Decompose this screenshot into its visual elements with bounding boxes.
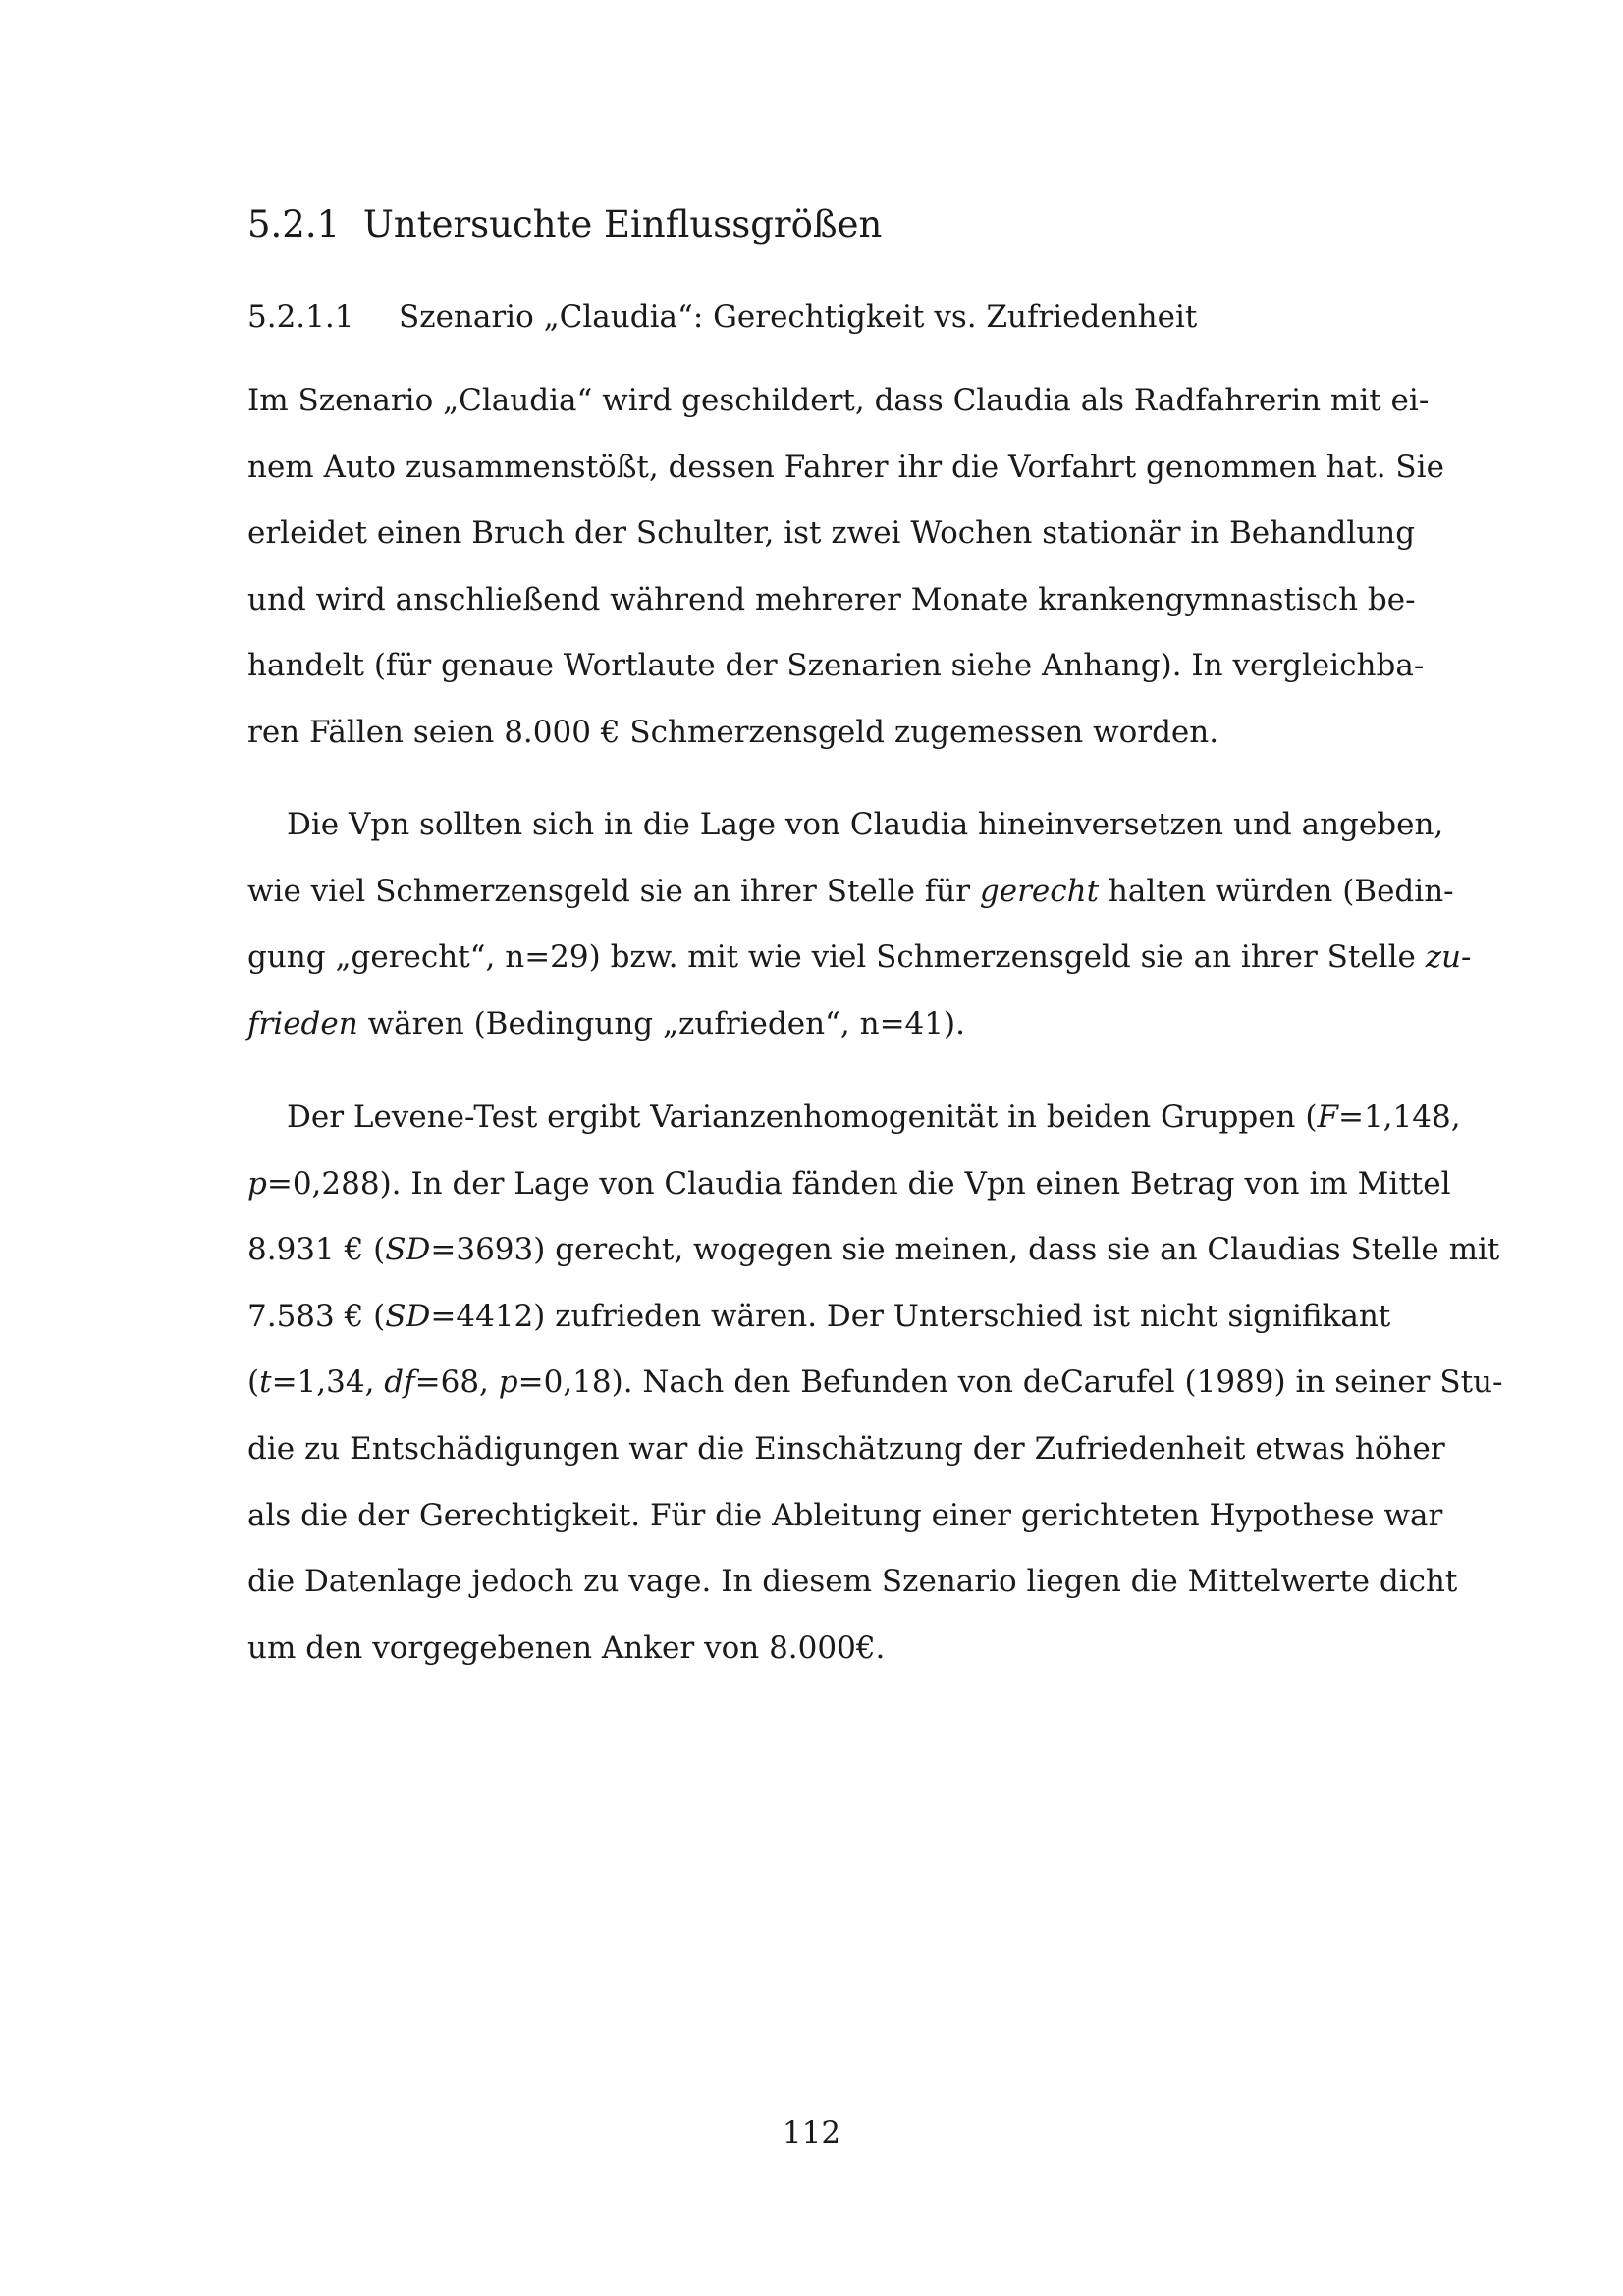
stat-symbol-F: F xyxy=(1317,1099,1338,1135)
subsubsection-number: 5.2.1.1 xyxy=(247,299,354,335)
stat-symbol-p: p xyxy=(498,1364,518,1401)
subsection-title: Untersuchte Einflussgrößen xyxy=(362,203,883,245)
text-line: 8.931 € (SD=3693) gerecht, wogegen sie meinen, dass sie an Claudias Stelle mit xyxy=(247,1232,1500,1268)
text-line: und wird anschließend während mehrerer Monate krankengymnastisch be- xyxy=(247,581,1416,617)
emphasis-zufrieden-part1: zu- xyxy=(1425,939,1472,976)
subsection-heading xyxy=(247,199,882,250)
text-line: Die Vpn sollten sich in die Lage von Claudia hineinversetzen und angeben, xyxy=(287,807,1444,842)
stat-symbol-df: df xyxy=(384,1364,415,1401)
stat-symbol-SD: SD xyxy=(385,1298,431,1334)
text-line: nem Auto zusammenstößt, dessen Fahrer ihr die Vorfahrt genommen hat. Sie xyxy=(247,449,1444,485)
stat-symbol-p: p xyxy=(247,1165,267,1201)
text-line: gung „gerecht“, n=29) bzw. mit wie viel Schmerzensgeld sie an ihrer Stelle zu- xyxy=(247,939,1472,976)
text-line: frieden wären (Bedingung „zufrieden“, n=41). xyxy=(247,1005,965,1041)
text-line: wie viel Schmerzensgeld sie an ihrer Stelle für gerecht halten würden (Bedin- xyxy=(247,873,1454,909)
paragraph-results xyxy=(247,1085,1503,1682)
emphasis-zufrieden-part2: frieden xyxy=(247,1005,358,1041)
text-line: als die der Gerechtigkeit. Für die Ableitung einer gerichteten Hypothese war xyxy=(247,1497,1443,1533)
text-line: 7.583 € (SD=4412) zufrieden wären. Der Unterschied ist nicht signifikant xyxy=(247,1298,1391,1334)
subsubsection-heading xyxy=(247,295,1197,339)
subsubsection-title: Szenario „Claudia“: Gerechtigkeit vs. Zufriedenheit xyxy=(399,299,1198,335)
stat-symbol-t: t xyxy=(259,1364,272,1401)
subsection-number: 5.2.1 xyxy=(247,203,341,245)
emphasis-gerecht: gerecht xyxy=(979,873,1100,909)
paragraph-conditions xyxy=(247,792,1472,1057)
text-line: Im Szenario „Claudia“ wird geschildert, dass Claudia als Radfahrerin mit ei- xyxy=(247,383,1430,418)
paragraph-scenario-description xyxy=(247,368,1444,767)
text-line: ren Fällen seien 8.000 € Schmerzensgeld zugemessen worden. xyxy=(247,714,1219,750)
text-line: (t=1,34, df=68, p=0,18). Nach den Befunden von deCarufel (1989) in seiner Stu- xyxy=(247,1364,1503,1401)
text-line: handelt (für genaue Wortlaute der Szenarien siehe Anhang). In vergleichba- xyxy=(247,648,1425,684)
page-number: 112 xyxy=(782,2115,841,2151)
text-line: p=0,288). In der Lage von Claudia fänden die Vpn einen Betrag von im Mittel xyxy=(247,1165,1451,1201)
text-line: erleidet einen Bruch der Schulter, ist zwei Wochen stationär in Behandlung xyxy=(247,515,1416,552)
text-line: die Datenlage jedoch zu vage. In diesem Szenario liegen die Mittelwerte dicht xyxy=(247,1564,1458,1600)
text-line: die zu Entschädigungen war die Einschätzung der Zufriedenheit etwas höher xyxy=(247,1430,1445,1467)
text-line: um den vorgegebenen Anker von 8.000€. xyxy=(247,1629,886,1666)
text-line: Der Levene-Test ergibt Varianzenhomogenität in beiden Gruppen (F=1,148, xyxy=(287,1099,1461,1135)
stat-symbol-SD: SD xyxy=(385,1232,431,1268)
